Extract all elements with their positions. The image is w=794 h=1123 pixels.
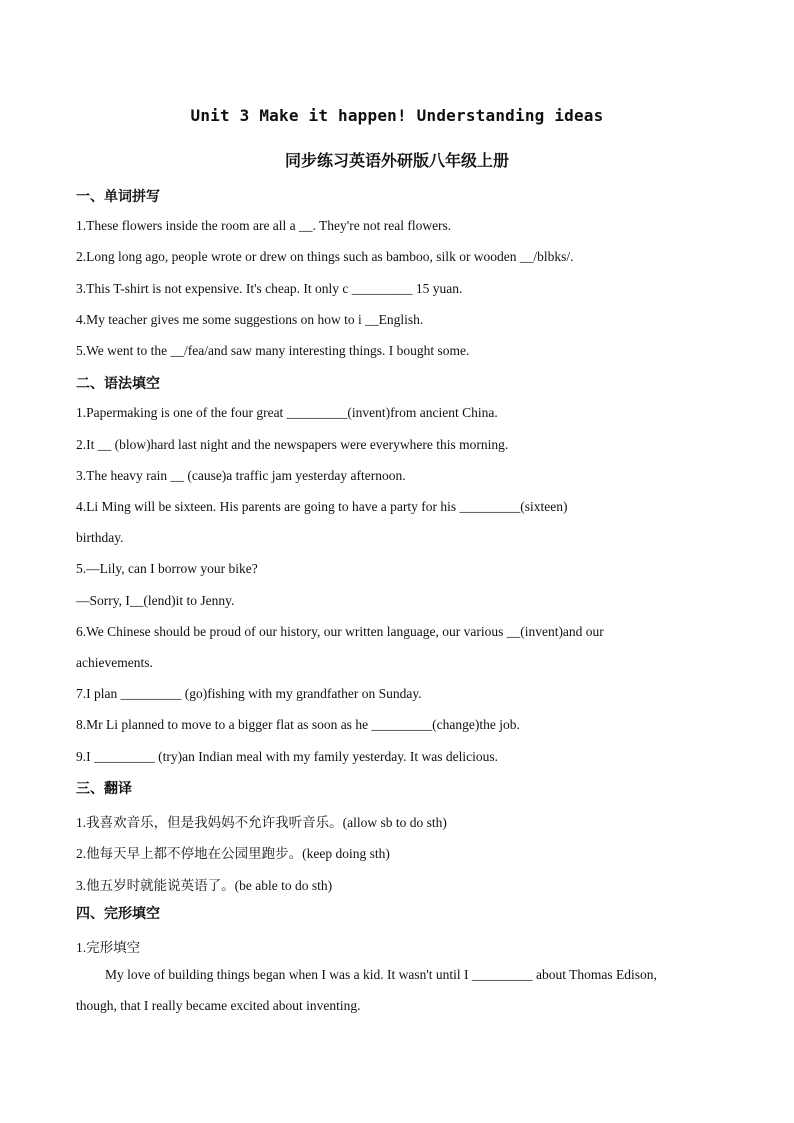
grammar-item-6: 6.We Chinese should be proud of our history, our written language, our various __(invent)and our [76,624,604,639]
translation-item-2: 2.他每天早上都不停地在公园里跑步。(keep doing sth) [76,846,390,861]
grammar-item-5-reply: —Sorry, I__(lend)it to Jenny. [76,593,235,608]
grammar-item-4-cont: birthday. [76,530,124,545]
translation-item-1: 1.我喜欢音乐，但是我妈妈不允许我听音乐。(allow sb to do sth) [76,815,447,830]
spelling-item-3: 3.This T-shirt is not expensive. It's cheap. It only c _________ 15 yuan. [76,281,463,296]
grammar-item-4: 4.Li Ming will be sixteen. His parents are going to have a party for his _________(sixteen) [76,499,568,514]
page-title: Unit 3 Make it happen! Understanding ideas [190,106,604,125]
section-heading-translation: 三、翻译 [76,781,132,797]
grammar-item-6-cont: achievements. [76,655,153,670]
cloze-label: 1.完形填空 [76,940,141,955]
section-heading-cloze: 四、完形填空 [76,906,160,922]
grammar-item-9: 9.I _________ (try)an Indian meal with my family yesterday. It was delicious. [76,749,499,764]
grammar-item-3: 3.The heavy rain __ (cause)a traffic jam yesterday afternoon. [76,468,406,483]
cloze-passage-line-2: though, that I really became excited about inventing. [76,998,361,1013]
spelling-item-4: 4.My teacher gives me some suggestions on how to i __English. [76,312,424,327]
translation-item-3: 3.他五岁时就能说英语了。(be able to do sth) [76,878,333,893]
grammar-item-5: 5.—Lily, can I borrow your bike? [76,561,258,576]
grammar-item-7: 7.I plan _________ (go)fishing with my grandfather on Sunday. [76,686,422,701]
section-heading-grammar: 二、语法填空 [76,376,160,392]
spelling-item-2: 2.Long long ago, people wrote or drew on things such as bamboo, silk or wooden __/blbks/. [76,249,574,264]
grammar-item-2: 2.It __ (blow)hard last night and the newspapers were everywhere this morning. [76,437,509,452]
cloze-passage-line-1: My love of building things began when I was a kid. It wasn't until I _________ about Thomas Edison, [105,967,657,982]
spelling-item-5: 5.We went to the __/fea/and saw many interesting things. I bought some. [76,343,470,358]
grammar-item-8: 8.Mr Li planned to move to a bigger flat as soon as he _________(change)the job. [76,717,520,732]
spelling-item-1: 1.These flowers inside the room are all a __. They're not real flowers. [76,218,452,233]
grammar-item-1: 1.Papermaking is one of the four great _________(invent)from ancient China. [76,405,498,420]
section-heading-spelling: 一、单词拼写 [76,189,160,205]
page-subtitle: 同步练习英语外研版八年级上册 [284,151,509,170]
